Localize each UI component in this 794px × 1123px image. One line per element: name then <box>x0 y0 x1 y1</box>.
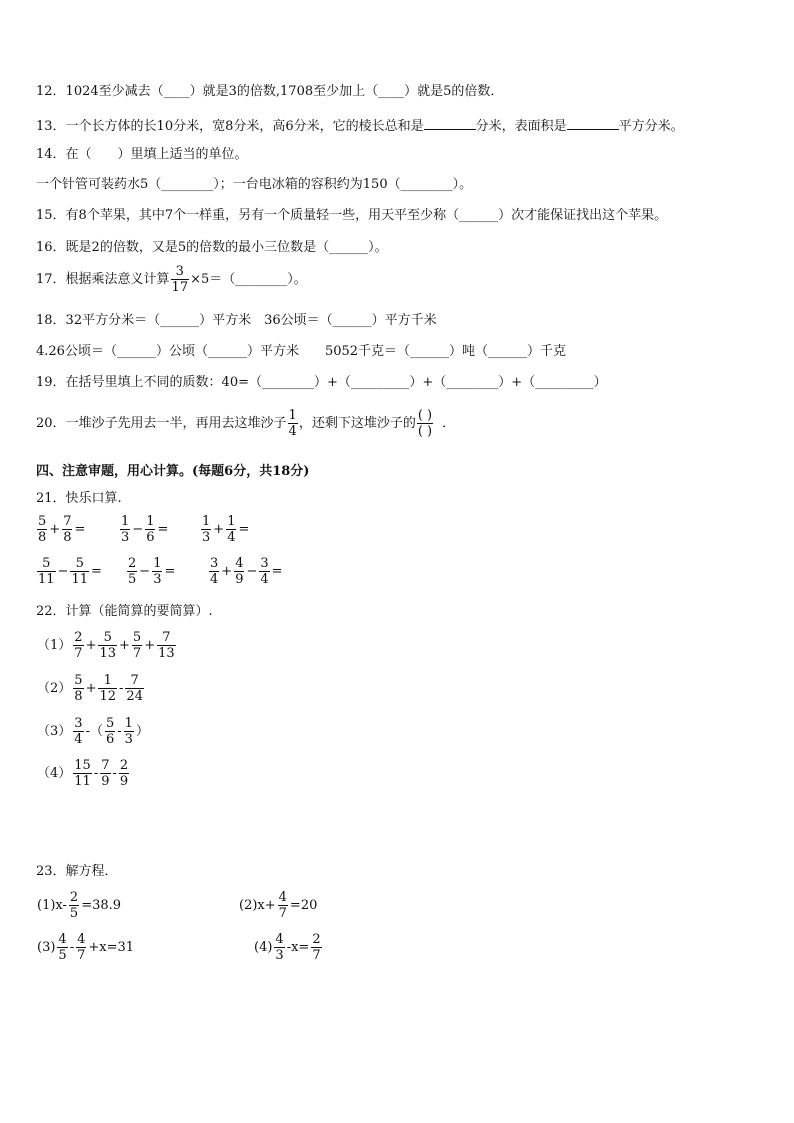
fraction: $\frac{3}{17}$ <box>171 264 189 295</box>
question-16: 16．既是2的倍数，又是5的倍数的最小三位数是（______）。 <box>36 240 388 255</box>
question-20-text: 20．一堆沙子先用去一半，再用去这堆沙子 <box>36 416 287 431</box>
calc-problem-1: （1） $\frac{2}{7}$ + $\frac{5}{13}$ + $\frac{5}{7}$ + $\frac{7}{13}$ <box>37 630 175 661</box>
question-13-text-c: 平方分米。 <box>618 119 684 134</box>
calc-problem-3: （3） $\frac{3}{4}$ -（ $\frac{5}{6}$ - $\frac{1}{3}$ ） <box>37 716 149 747</box>
calc-item: $\frac{1}{3}$ − $\frac{1}{6}$ = <box>121 514 169 545</box>
fraction: $\frac{1}{4}$ <box>288 408 297 439</box>
answer-blank[interactable] <box>424 117 476 130</box>
question-18-line-1: 18．32平方分米＝（______）平方米 36公顷＝（______）平方千米 <box>36 313 437 328</box>
question-17-text: 17．根据乘法意义计算 <box>36 272 170 287</box>
question-18-line-2: 4.26公顷＝（______）公顷（______）平方米 5052千克＝（______）吨（______）千克 <box>36 344 567 359</box>
equation-1: (1)x- $\frac{2}{5}$ =38.9 <box>37 890 122 921</box>
question-20-tail: ． <box>442 416 456 431</box>
calc-problem-4: （4） $\frac{15}{11}$ - $\frac{7}{9}$ - $\frac{2}{9}$ <box>37 758 129 789</box>
question-20 <box>36 408 455 439</box>
question-20-mid: ，还剩下这堆沙子的 <box>298 416 416 431</box>
question-13-text-a: 13．一个长方体的长10分米，宽8分米，高6分米，它的棱长总和是 <box>36 119 424 134</box>
question-17 <box>36 264 307 295</box>
calc-item: $\frac{5}{8}$ + $\frac{7}{8}$ = <box>38 514 86 545</box>
question-19: 19．在括号里填上不同的质数：40=（________）+（_________）+（________）+（_________） <box>36 375 607 390</box>
question-14-line: 一个针管可装药水5（________）；一台电冰箱的容积约为150（________）。 <box>36 177 473 192</box>
equation-2: (2)x+ $\frac{4}{7}$ =20 <box>239 890 318 921</box>
calc-problem-2: （2） $\frac{5}{8}$ + $\frac{1}{12}$ - $\frac{7}{24}$ <box>37 673 143 704</box>
question-15: 15．有8个苹果，其中7个一样重，另有一个质量轻一些，用天平至少称（______）次才能保证找出这个苹果。 <box>36 208 668 223</box>
section-heading: 四、注意审题，用心计算。(每题6分，共18分) <box>36 464 310 479</box>
calc-item: $\frac{2}{5}$ − $\frac{1}{3}$ = <box>128 556 176 587</box>
question-22: 22．计算（能简算的要简算）. <box>36 604 213 619</box>
question-14: 14．在（ ）里填上适当的单位。 <box>36 147 248 162</box>
answer-fraction-blank[interactable]: $\frac{( )}{( )}$ <box>417 408 433 439</box>
question-13-text-b: 分米，表面积是 <box>475 119 567 134</box>
equation-4: (4) $\frac{4}{3}$ -x= $\frac{2}{7}$ <box>254 932 321 963</box>
question-21: 21．快乐口算. <box>36 491 122 506</box>
answer-blank[interactable] <box>567 117 619 130</box>
calc-item: $\frac{1}{3}$ + $\frac{1}{4}$ = <box>202 514 250 545</box>
calc-item: $\frac{3}{4}$ + $\frac{4}{9}$ − $\frac{3}{4}$ = <box>210 556 283 587</box>
question-13 <box>36 117 684 135</box>
calc-item: $\frac{5}{11}$ − $\frac{5}{11}$ = <box>38 556 102 587</box>
question-17-tail: ×5＝（________）。 <box>190 272 307 287</box>
question-23: 23．解方程． <box>36 864 118 879</box>
equation-3: (3) $\frac{4}{5}$ - $\frac{4}{7}$ +x=31 <box>37 932 135 963</box>
question-12: 12．1024至少减去（____）就是3的倍数,1708至少加上（____）就是5的倍数． <box>36 84 504 99</box>
